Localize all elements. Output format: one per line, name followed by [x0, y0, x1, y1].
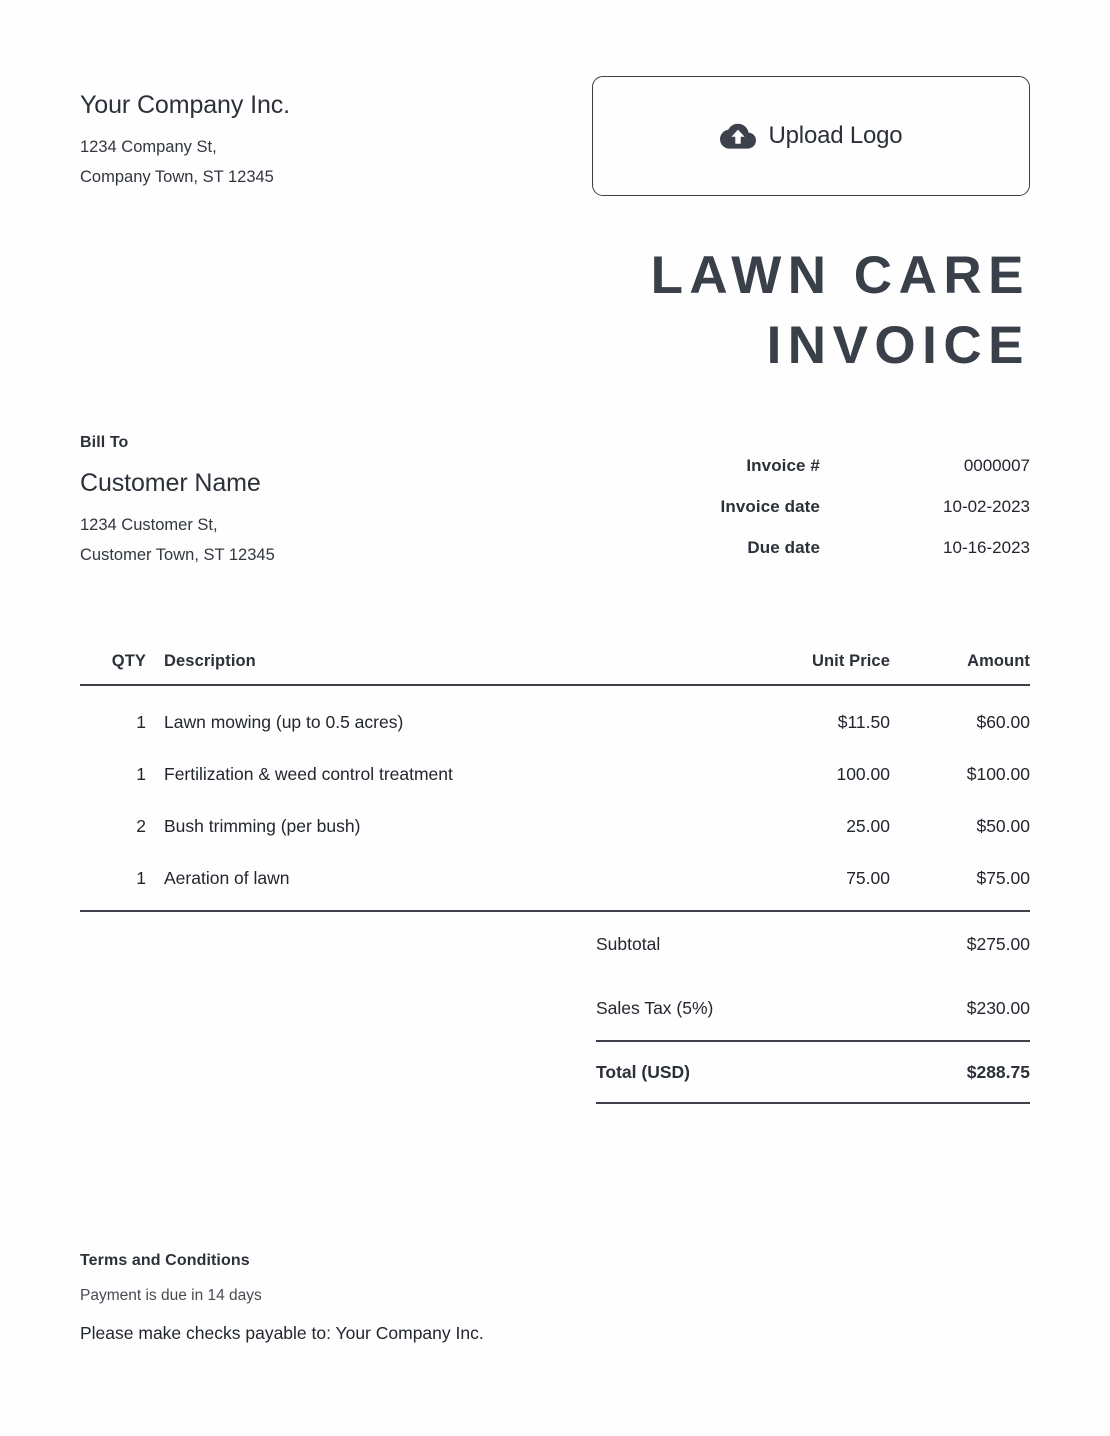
table-row [80, 685, 1030, 742]
row-qty: 2 [136, 815, 146, 836]
line-items-header-row [80, 652, 1030, 685]
column-header-amount: Amount [967, 651, 1030, 670]
terms-title: Terms and Conditions [80, 1252, 250, 1269]
invoice-date-value: 10-02-2023 [943, 496, 1030, 516]
invoice-number-label: Invoice # [746, 455, 820, 475]
subtotal-label: Subtotal [596, 933, 661, 954]
company-address-line-1: 1234 Company St, [80, 138, 217, 157]
row-description: Fertilization & weed control treatment [164, 763, 453, 784]
table-row [80, 742, 1030, 794]
due-date-label: Due date [747, 537, 820, 557]
upload-logo-label: Upload Logo [768, 122, 903, 149]
line-items-table [80, 652, 1030, 912]
row-qty: 1 [136, 711, 146, 732]
company-block [80, 76, 290, 192]
document-title-line-2: INVOICE [766, 315, 1030, 375]
totals-table [596, 912, 1030, 1104]
subtotal-value: $275.00 [966, 933, 1030, 954]
column-header-unit-price: Unit Price [811, 651, 890, 670]
row-amount: $60.00 [976, 711, 1030, 732]
invoice-meta-table [721, 456, 1030, 579]
row-description: Lawn mowing (up to 0.5 acres) [164, 711, 404, 732]
bill-to-label: Bill To [80, 433, 129, 451]
billing-meta-row [80, 434, 1030, 579]
row-description: Bush trimming (per bush) [164, 815, 361, 836]
row-amount: $75.00 [976, 867, 1030, 888]
due-date-value: 10-16-2023 [943, 537, 1030, 557]
bill-to-block [80, 434, 275, 570]
sales-tax-value: $230.00 [966, 997, 1030, 1018]
company-name: Your Company Inc. [80, 91, 290, 119]
cloud-upload-icon [720, 121, 756, 151]
company-address-line-2: Company Town, ST 12345 [80, 168, 274, 187]
row-amount: $50.00 [976, 815, 1030, 836]
customer-address-line-2: Customer Town, ST 12345 [80, 545, 275, 564]
invoice-meta-row-date [721, 497, 1030, 538]
customer-address-line-1: 1234 Customer St, [80, 515, 218, 534]
table-row [80, 794, 1030, 846]
table-row [80, 846, 1030, 911]
invoice-date-label: Invoice date [720, 496, 820, 516]
terms-checks-line: Please make checks payable to: Your Company Inc. [80, 1323, 484, 1343]
subtotal-row [596, 912, 1030, 976]
row-amount: $100.00 [966, 763, 1030, 784]
invoice-meta-row-due [721, 538, 1030, 579]
totals-section [80, 912, 1030, 1104]
customer-address [80, 510, 275, 570]
sales-tax-label: Sales Tax (5%) [596, 997, 714, 1018]
sales-tax-row [596, 976, 1030, 1041]
row-qty: 1 [136, 867, 146, 888]
invoice-number-value: 0000007 [963, 455, 1030, 475]
total-row [596, 1041, 1030, 1103]
document-title-line-1: LAWN CARE [650, 246, 1030, 305]
terms-payment-line: Payment is due in 14 days [80, 1287, 262, 1304]
total-value: $288.75 [966, 1061, 1030, 1082]
row-description: Aeration of lawn [164, 867, 290, 888]
row-unit-price: 100.00 [836, 763, 890, 784]
column-header-qty: QTY [111, 651, 146, 670]
document-title [80, 241, 1030, 381]
customer-name: Customer Name [80, 468, 261, 497]
row-unit-price: $11.50 [837, 711, 890, 732]
header-row [80, 0, 1030, 196]
column-header-description: Description [164, 651, 256, 670]
total-label: Total (USD) [596, 1061, 690, 1082]
row-unit-price: 25.00 [846, 815, 890, 836]
upload-logo-button[interactable] [592, 76, 1030, 196]
row-qty: 1 [136, 763, 146, 784]
company-address [80, 132, 290, 192]
invoice-meta-row-number [721, 456, 1030, 497]
terms-and-conditions [80, 1252, 880, 1344]
row-unit-price: 75.00 [846, 867, 890, 888]
